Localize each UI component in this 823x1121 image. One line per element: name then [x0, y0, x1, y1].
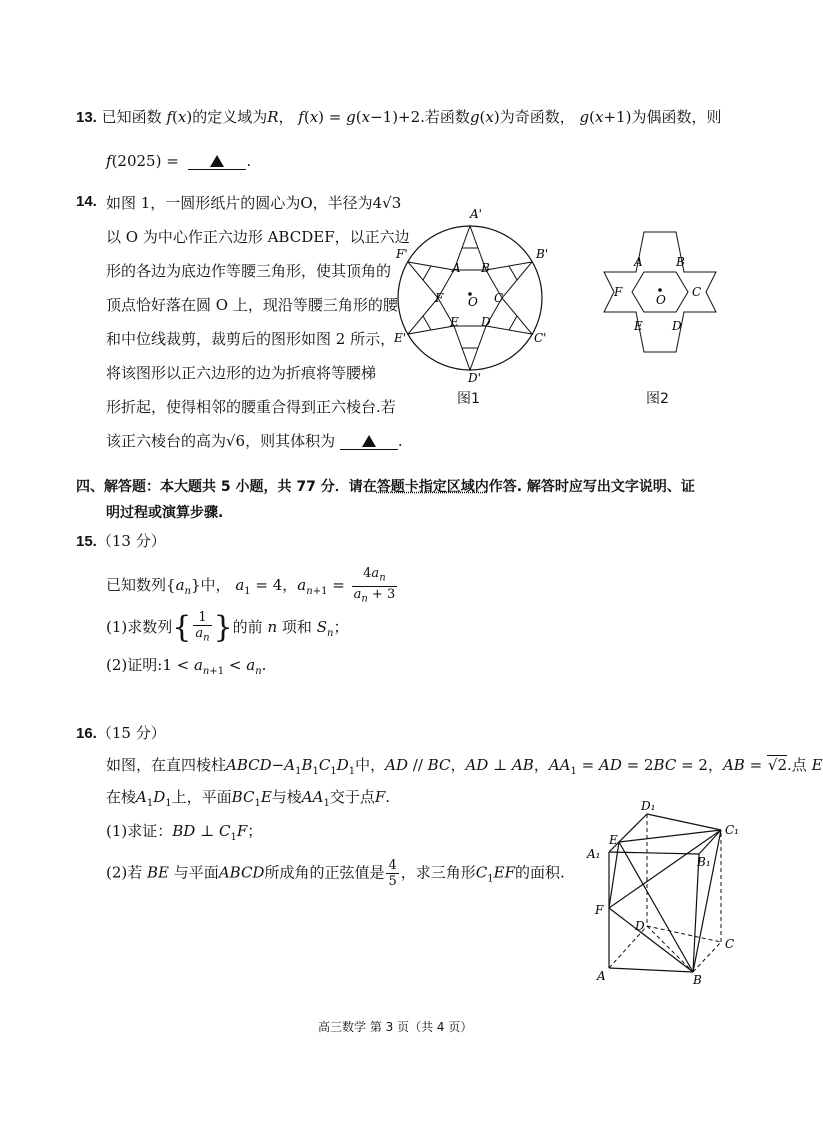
label-a: A: [634, 255, 643, 269]
q13-text: 为偶函数，则: [631, 108, 722, 126]
q16-stem1: 如图，在直四棱柱$ABCD-A_1B_1C_1D_1$中，AD // BC，AD ⊥ AB，$AA_1$ = AD = 2BC = 2，AB = √2.点 E: [106, 756, 823, 777]
q16-text: (1)求证：: [106, 822, 173, 840]
label-d: D: [481, 315, 491, 329]
q15-score: （13 分）: [96, 532, 166, 550]
q16-text: 所成角的正弦值是: [264, 863, 385, 882]
q14-line: 顶点恰好落在圆 O 上，现沿等腰三角形的腰: [106, 296, 398, 314]
q13-text: 为奇函数，: [499, 108, 575, 126]
label-b: B: [693, 973, 702, 987]
q14-line: 将该图形以正六边形的边为折痕将等腰梯: [106, 364, 377, 382]
q13-text: 若函数: [424, 108, 470, 126]
q16-text: 的面积.: [514, 863, 565, 882]
label-d-prime: D': [468, 371, 481, 385]
q15-text: 中，: [200, 576, 231, 595]
label-f: F: [435, 291, 444, 305]
q16-text: 上，平面: [171, 788, 232, 806]
q14-number: [76, 192, 97, 210]
q13-line1: 13. 已知函数 f(x)的定义域为R， f(x) = g(x−1)+2.若函数g(x)为奇函数， g(x+1)为偶函数，则: [76, 108, 722, 126]
page-footer: 高三数学 第 3 页（共 4 页）: [318, 1020, 473, 1034]
triangle-icon: [362, 435, 376, 447]
answer-blank: [188, 153, 246, 170]
fraction: $\frac{4a_n}{a_n + 3}$: [353, 566, 396, 605]
q16-text: 交于点: [329, 788, 375, 806]
label-b1: B₁: [697, 855, 711, 869]
q13-line2: f(2025) = .: [106, 152, 252, 170]
q13-number: 13.: [76, 109, 97, 126]
label-e: E: [609, 833, 618, 847]
q16-header: [76, 722, 166, 743]
section-heading-text: 四、解答题：本大题共 5 小题，共 77 分．请在: [76, 479, 377, 495]
q15-text: (1)求数列: [106, 617, 173, 636]
fig1-caption: 图1: [457, 391, 480, 407]
q16-part1: (1)求证：BD ⊥ $C_1F$；: [106, 822, 263, 843]
label-b-prime: B': [536, 247, 549, 261]
label-b: B: [481, 261, 490, 275]
q13-text: 已知函数: [101, 108, 162, 126]
figure-1: [388, 202, 558, 387]
label-e: E: [634, 319, 643, 333]
q15-text: 已知数列: [106, 576, 167, 595]
label-c: C: [725, 937, 735, 951]
q16-text: 与棱: [271, 788, 302, 806]
section-heading: [76, 476, 695, 496]
q15-number: 15.: [76, 533, 97, 550]
label-c1: C₁: [725, 823, 739, 837]
q14-line: 该正六棱台的高为√6，则其体积为: [106, 432, 336, 450]
q16-score: （15 分）: [96, 724, 166, 742]
q14-line-last: 该正六棱台的高为√6，则其体积为 .: [106, 432, 403, 450]
label-a: A: [452, 261, 461, 275]
label-d1: D₁: [641, 799, 656, 813]
label-a1: A₁: [587, 847, 601, 861]
q16-text: ，求三角形: [400, 863, 476, 882]
q14-line: 如图 1，一圆形纸片的圆心为O，半径为4√3: [106, 194, 402, 212]
q15-text: (2)证明:: [106, 656, 163, 674]
label-c: C: [692, 285, 702, 299]
label-c-prime: C': [534, 331, 547, 345]
q14-line: 形的各边为底边作等腰三角形，使其顶角的: [106, 262, 392, 280]
q16-text: 如图，在直四棱柱: [106, 756, 227, 774]
fraction: $\frac{4}{5}$: [388, 858, 397, 889]
q14-line: 和中位线裁剪，裁剪后的图形如图 2 所示，: [106, 330, 396, 348]
q15-part2: (2)证明:1 < $a_{n+1} < a_n$.: [106, 656, 267, 677]
label-d: D: [672, 319, 682, 333]
section-heading-text: 作答. 解答时应写出文字说明、证: [488, 479, 695, 495]
label-e: E: [450, 315, 459, 329]
label-o: O: [468, 295, 478, 309]
q14-number-text: 14.: [76, 193, 97, 210]
q16-text: 中，: [355, 756, 386, 774]
fraction: $\frac{1}{a_n}$: [195, 610, 210, 644]
q15-text: 项和: [281, 617, 312, 636]
answer-blank: [340, 433, 398, 450]
label-a: A: [597, 969, 606, 983]
q15-part1: (1)求数列{ $\frac{1}{a_n}$ }的前 n 项和 $S_n$；: [106, 609, 349, 645]
q13-text: 的定义域为: [192, 108, 268, 126]
label-e-prime: E': [394, 331, 407, 345]
q16-text: 与平面: [173, 863, 219, 882]
q16-text: (2)若: [106, 863, 143, 882]
label-f: F: [595, 903, 604, 917]
q15-header: [76, 530, 166, 551]
q16-stem2: 在棱$A_1D_1$上，平面$BC_1E$与棱$AA_1$交于点F.: [106, 788, 391, 809]
q15-text: 的前: [232, 617, 263, 636]
q16-number: 16.: [76, 725, 97, 742]
q16-text: 在棱: [106, 788, 137, 806]
label-c: C: [494, 291, 504, 305]
label-d: D: [635, 919, 645, 933]
q15-stem: 已知数列$\{a_n\}$中， $a_1 = 4$，$a_{n+1}$ = $\frac{4a_n}{a_n + 3}$: [106, 566, 396, 605]
section-heading-dotted: 答题卡指定区域内: [376, 479, 489, 495]
prism-figure: [585, 796, 755, 992]
fig2-caption: 图2: [646, 391, 669, 407]
q14-line: 以 O 为中心作正六边形 ABCDEF，以正六边: [106, 228, 410, 246]
label-o: O: [656, 293, 666, 307]
label-f: F: [614, 285, 623, 299]
label-f-prime: F': [396, 247, 408, 261]
q14-line: 形折起，使得相邻的腰重合得到正六棱台.若: [106, 398, 396, 416]
label-b: B: [676, 255, 685, 269]
label-a-prime: A': [470, 207, 482, 221]
figure-2: [592, 224, 728, 360]
triangle-icon: [210, 155, 224, 167]
section-heading-line2: 明过程或演算步骤.: [106, 505, 224, 521]
q16-part2: (2)若 BE 与平面ABCD所成角的正弦值是 $\frac{4}{5}$ ，求三角形$C_1EF$的面积.: [106, 858, 565, 889]
